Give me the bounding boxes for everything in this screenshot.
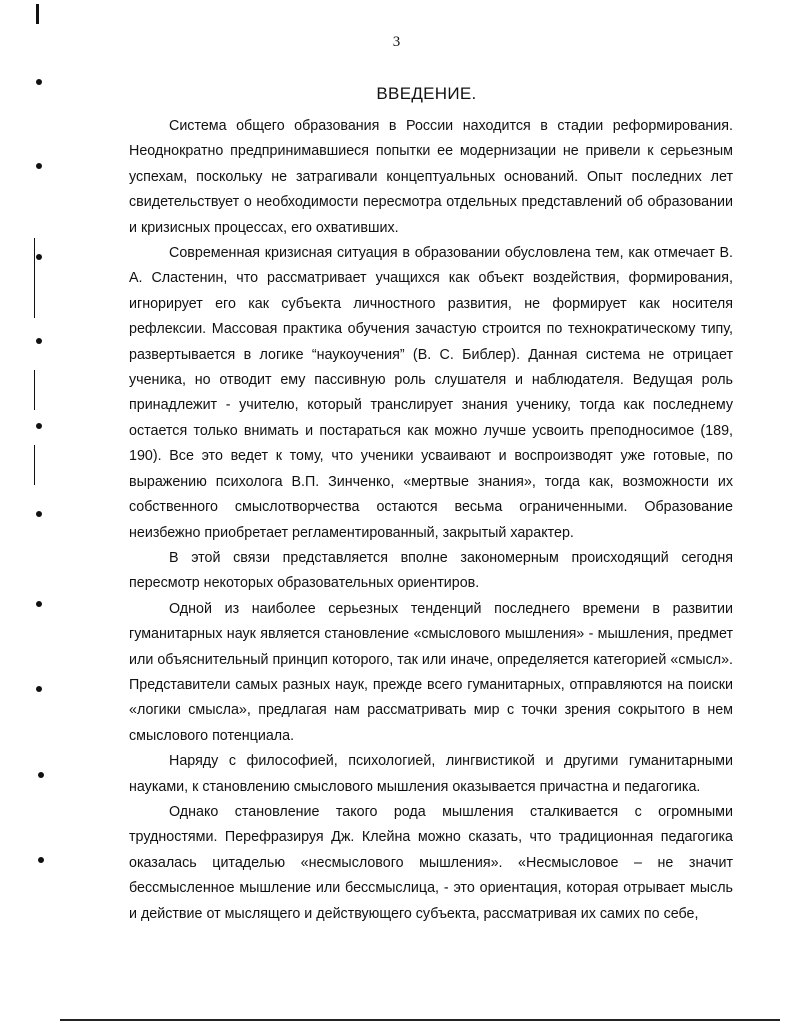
- binding-hole-mark: [36, 511, 42, 517]
- binding-hole-mark: [38, 772, 44, 778]
- binding-hole-mark: [36, 423, 42, 429]
- paragraph: Система общего образования в России находится в стадии реформирования. Неоднократно предпринимавшиеся попытки ее модернизации не привели к серьезным успехам, поскольку не затрагивали концептуальных оснований. Опыт последних лет свидетельствует о необходимости пересмотра отдельных представлений об образовании и кризисных процессах, его охвативших.: [129, 118, 733, 236]
- scan-line-mark: [34, 238, 35, 318]
- scan-line-mark: [34, 370, 35, 410]
- paragraph: В этой связи представляется вполне закономерным происходящий сегодня пересмотр некоторых образовательных ориентиров.: [129, 549, 733, 592]
- binding-hole-mark: [36, 686, 42, 692]
- binding-hole-mark: [36, 338, 42, 344]
- section-heading: ВВЕДЕНИЕ.: [376, 84, 477, 103]
- page-number: 3: [392, 34, 401, 50]
- binding-hole-mark: [36, 254, 42, 260]
- scan-line-mark: [34, 445, 35, 485]
- paragraph: Однако становление такого рода мышления сталкивается с огромными трудностями. Перефразируя Дж. Клейна можно сказать, что традиционная педагогика оказалась цитаделью «несмыслового мышления». «Несмысловое – не значит бессмысленное мышление или бессмыслица, - это ориентация, которая отрывает мысль и действие от мыслящего и действующего субъекта, рассматривая их самих по себе,: [129, 803, 733, 922]
- binding-hole-mark: [36, 163, 42, 169]
- scan-mark-top: [36, 4, 39, 24]
- paragraph: Одной из наиболее серьезных тенденций последнего времени в развитии гуманитарных наук является становление «смыслового мышления» - мышления, предмет или объяснительный принцип которого, так или иначе, определяется категорией «смысл». Представители самых разных наук, прежде всего гуманитарных, отправляются на поиски «логики смысла», предлагая нам рассматривать мир с точки зрения сокрытого в нем смыслового потенциала.: [129, 600, 733, 744]
- paragraph: Наряду с философией, психологией, лингвистикой и другими гуманитарными науками, к становлению смыслового мышления оказывается причастна и педагогика.: [129, 753, 733, 795]
- bottom-rule: [60, 1019, 780, 1021]
- body-text: [129, 114, 733, 927]
- paragraph: Современная кризисная ситуация в образовании обусловлена тем, как отмечает В. А. Сластенин, что рассматривает учащихся как объект воздействия, формирования, игнорирует его как субъекта личностного развития, не формирует как носителя рефлексии. Массовая практика обучения зачастую строится по технократическому типу, развертывается в логике “наукоучения” (В. С. Библер). Данная система не отрицает ученика, но отводит ему пассивную роль слушателя и наблюдателя. Ведущая роль принадлежит - учителю, который транслирует знания ученику, тогда как последнему остается только внимать и постараться как можно лучше усвоить преподносимое (189, 190). Все это ведет к тому, что ученики усваивают и воспроизводят уже готовые, по выражению психолога В.П. Зинченко, «мертвые знания», тогда как, возможности их собственного смыслотворчества остаются весьма ограниченными. Образование неизбежно приобретает регламентированный, закрытый характер.: [129, 245, 733, 541]
- binding-hole-mark: [36, 601, 42, 607]
- binding-hole-mark: [38, 857, 44, 863]
